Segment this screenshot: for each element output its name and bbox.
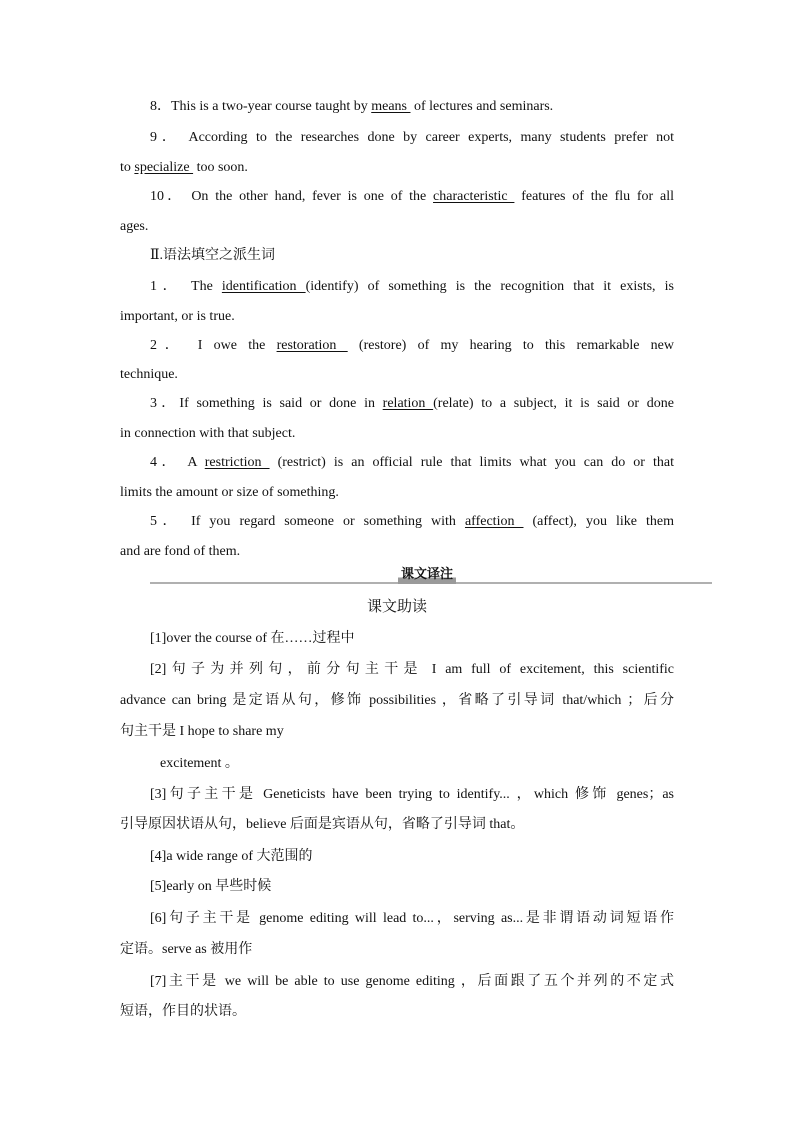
text-segment: to: [120, 160, 135, 175]
text-line: [150, 187, 674, 207]
text-segment: 短语，作目的状语。: [120, 1004, 246, 1019]
text-segment: (restrict) is an official rule that limits what you can do or that: [269, 455, 674, 470]
text-segment: and are fond of them.: [120, 544, 241, 559]
answer-blank: specialize: [134, 160, 194, 175]
text-line: [150, 394, 674, 414]
text-segment: (affect), you like them: [523, 514, 674, 529]
text-line: [150, 629, 355, 649]
text-segment: technique.: [120, 367, 178, 382]
text-line: [120, 158, 248, 178]
text-line: [120, 483, 339, 503]
answer-blank: means: [371, 99, 411, 114]
text-line: [120, 940, 252, 960]
text-segment: of lectures and seminars.: [410, 99, 554, 114]
text-segment: excitement 。: [160, 756, 239, 771]
text-line: [120, 424, 295, 444]
text-line: [120, 365, 178, 385]
text-segment: 引导原因状语从句，believe 后面是宾语从句，省略了引导词 that。: [120, 817, 525, 832]
answer-blank: restoration: [276, 338, 348, 353]
text-segment: [7]主干是 we will be able to use genome editing ，后面跟了五个并列的不定式: [150, 974, 674, 989]
text-line: [150, 246, 275, 266]
text-segment: [6]句子主干是 genome editing will lead to...，serving as...是非谓语动词短语作: [150, 911, 674, 926]
text-line: [150, 847, 313, 867]
answer-blank: characteristic: [433, 189, 515, 204]
text-segment: 1． The: [150, 279, 222, 294]
text-segment: features of the flu for all: [514, 189, 674, 204]
text-line: [120, 691, 674, 711]
text-line: [120, 307, 235, 327]
text-segment: advance can bring 是定语从句，修饰 possibilities ，省略了引导词 that/which ；后分: [120, 693, 674, 708]
text-segment: [5]early on 早些时候: [150, 879, 272, 894]
text-segment: 句主干是 I hope to share my: [120, 724, 284, 739]
answer-blank: relation: [382, 396, 434, 411]
text-segment: (restore) of my hearing to this remarkable new: [347, 338, 674, 353]
text-line: [150, 277, 674, 297]
section-title: 课文助读: [366, 599, 427, 615]
text-segment: too soon.: [193, 160, 248, 175]
text-line: [160, 754, 239, 774]
text-line: [120, 217, 148, 237]
text-line: [150, 97, 553, 117]
text-line: [120, 542, 240, 562]
text-line: [120, 815, 524, 835]
answer-blank: restriction: [204, 455, 270, 470]
text-segment: 2． I owe the: [150, 338, 277, 353]
answer-blank: identification: [221, 279, 306, 294]
text-segment: 5． If you regard someone or something with: [150, 514, 465, 529]
text-segment: 8．This is a two-year course taught by: [150, 99, 372, 114]
text-line: [120, 722, 284, 742]
text-line: [120, 1002, 246, 1022]
text-segment: [4]a wide range of 大范围的: [150, 849, 313, 864]
section-label: 课文译注: [398, 568, 456, 584]
text-segment: (relate) to a subject, it is said or done: [433, 396, 674, 411]
text-line: [150, 909, 674, 929]
answer-blank: affection: [464, 514, 524, 529]
text-line: [150, 336, 674, 356]
text-segment: [2]句子为并列句，前分句主干是 I am full of excitement, this scientific: [150, 662, 674, 677]
text-segment: 10． On the other hand, fever is one of the: [150, 189, 434, 204]
text-segment: (identify) of something is the recognition that it exists, is: [305, 279, 674, 294]
text-line: [150, 128, 674, 148]
text-line: [150, 785, 674, 805]
text-segment: [1]over the course of 在……过程中: [150, 631, 355, 646]
text-line: [150, 660, 674, 680]
text-segment: limits the amount or size of something.: [120, 485, 339, 500]
text-segment: 9． According to the researches done by career experts, many students prefer not: [150, 130, 674, 145]
text-segment: 3．If something is said or done in: [150, 396, 383, 411]
text-line: [150, 877, 271, 897]
text-line: [150, 972, 674, 992]
text-segment: ages.: [120, 219, 149, 234]
text-segment: Ⅱ.语法填空之派生词: [150, 248, 276, 263]
text-line: [150, 512, 674, 532]
text-line: [150, 453, 674, 473]
text-segment: 定语。serve as 被用作: [120, 942, 253, 957]
text-segment: [3]句子主干是 Geneticists have been trying to identify... ，which 修饰 genes；as: [150, 787, 674, 802]
text-segment: 4． A: [150, 455, 205, 470]
text-segment: important, or is true.: [120, 309, 235, 324]
text-segment: in connection with that subject.: [120, 426, 296, 441]
